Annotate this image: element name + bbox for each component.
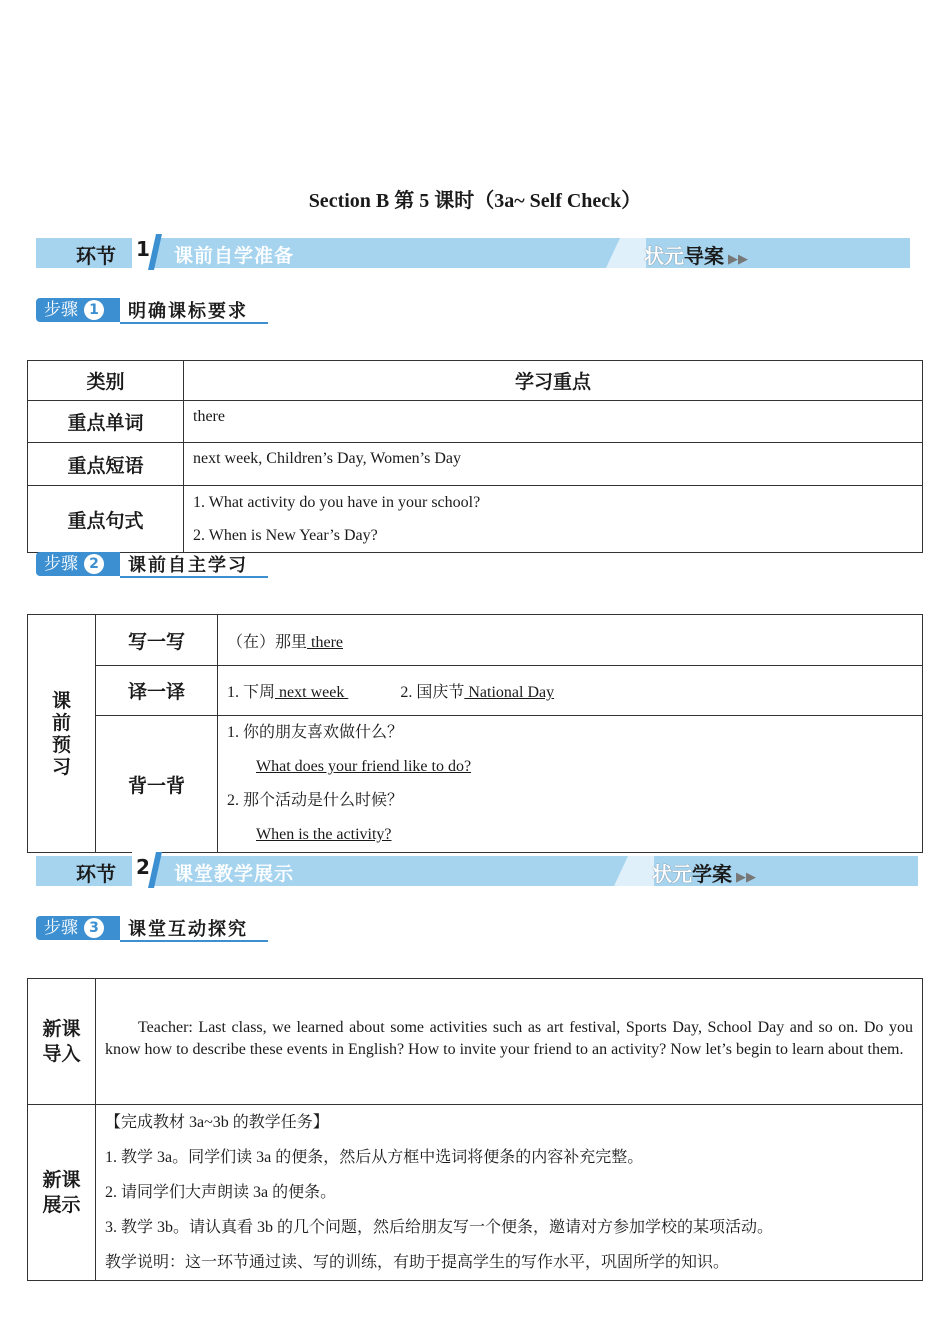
step-tag-1: 步骤 1 明确课标要求 [36, 298, 276, 324]
header-category: 类别 [28, 361, 184, 401]
row-value: （在）那里 there [218, 615, 923, 666]
step-tag-2: 步骤 2 课前自主学习 [36, 552, 276, 578]
step-number: 3 [84, 918, 104, 938]
section-banner-2 [36, 856, 918, 886]
task-list: 【完成教材 3a~3b 的教学任务】 1. 教学 3a。同学们读 3a 的便条，然后从方框中选词将便条的内容补充完整。 2. 请同学们大声朗读 3a 的便条。 3. 教学 3b。请认真看 3b 的几个问题，然后给朋友写一个便条，邀请对方参加学校的某项活动。 教学说明：这一环节通过读、写的训练，有助于提高学生的写作水平，巩固所学的知识。 [96, 1105, 923, 1281]
double-arrow-icon: ▶▶ [736, 870, 756, 885]
row-label: 写一写 [96, 615, 218, 666]
answer: What does your friend like to do? [256, 758, 472, 775]
preview-table [27, 614, 923, 853]
row-value: 1. 下周 next week 2. 国庆节 National Day [218, 666, 923, 716]
preview-side-label: 课 前 预 习 [28, 615, 96, 853]
step-text: 课前自主学习 [128, 555, 248, 576]
row-label: 新课 展示 [28, 1105, 96, 1281]
banner-right-label: 状元学案 ▶▶ [652, 862, 756, 886]
row-label: 重点句式 [28, 486, 184, 553]
step-number: 2 [84, 554, 104, 574]
step-text: 明确课标要求 [128, 301, 248, 322]
key-points-table [27, 360, 923, 553]
answer: National Day [464, 684, 555, 701]
banner-number: 2 [136, 855, 150, 879]
banner-number-badge [132, 234, 162, 270]
banner-right-label: 状元导案 ▶▶ [644, 244, 748, 268]
row-value: next week, Children’s Day, Women’s Day [184, 443, 923, 486]
row-label: 译一译 [96, 666, 218, 716]
header-key-points: 学习重点 [184, 361, 923, 401]
step-number: 1 [84, 300, 104, 320]
banner-number-badge [132, 852, 162, 888]
row-label: 背一背 [96, 716, 218, 853]
banner-prefix: 环节 [76, 244, 116, 268]
banner-divider [614, 856, 654, 886]
classroom-table [27, 978, 923, 1281]
banner-subtitle: 课堂教学展示 [174, 863, 295, 885]
row-value: 1. What activity do you have in your school? 2. When is New Year’s Day? [184, 486, 923, 553]
section-banner-1 [36, 238, 910, 268]
answer: next week [275, 684, 349, 701]
double-arrow-icon: ▶▶ [728, 252, 748, 267]
step-tag-3: 步骤 3 课堂互动探究 [36, 916, 276, 942]
banner-number: 1 [136, 237, 150, 261]
row-value: there [184, 401, 923, 443]
answer: there [307, 633, 343, 651]
page-title: Section B 第 5 课时（3a~ Self Check） [308, 190, 642, 212]
row-value: 1. 你的朋友喜欢做什么？ What does your friend like to do? 2. 那个活动是什么时候？ When is the activity? [218, 716, 923, 853]
banner-divider [606, 238, 646, 268]
banner-subtitle: 课前自学准备 [174, 245, 295, 267]
answer: When is the activity? [256, 826, 392, 843]
intro-text: Teacher: Last class, we learned about some activities such as art festival, Sports Day, School Day and so on. Do you know how to describe these events in English? How to invite your friend to an activity? Now let’s begin to learn about them. [96, 979, 923, 1105]
step-text: 课堂互动探究 [128, 919, 248, 940]
row-label: 重点单词 [28, 401, 184, 443]
row-label: 新课 导入 [28, 979, 96, 1105]
row-label: 重点短语 [28, 443, 184, 486]
banner-prefix: 环节 [76, 862, 116, 886]
